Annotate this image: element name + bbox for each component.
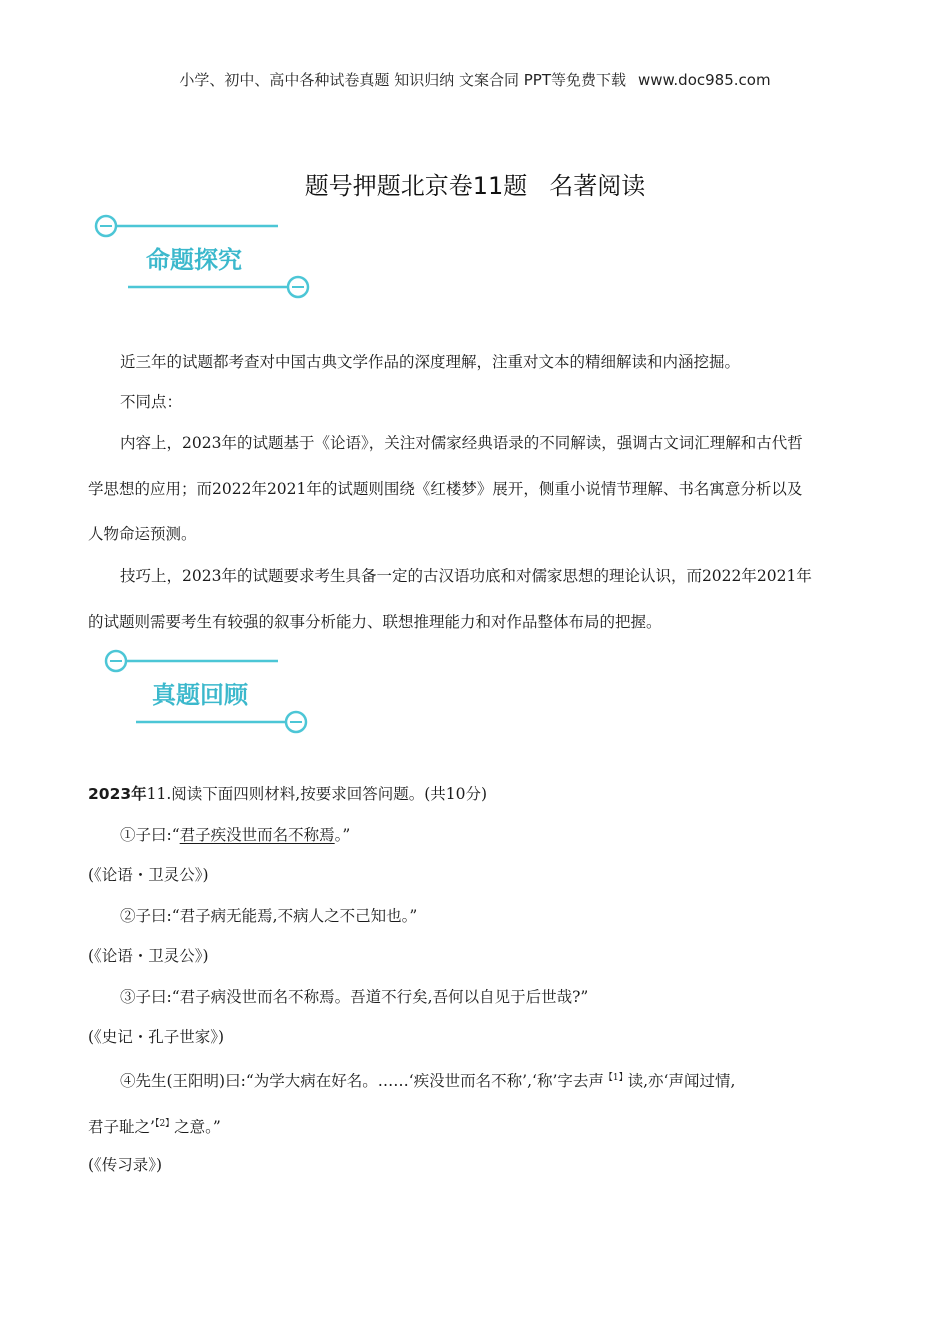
banner-decoration-icon: [92, 212, 322, 302]
material-4: [88, 1067, 873, 1092]
page-title: [0, 166, 950, 201]
note-marker-1: 【1】: [603, 1073, 628, 1083]
banner-decoration-icon: [92, 647, 322, 737]
material-4-part1: ④先生(王阳明)曰:“为学大病在好名。……‘疾没世而名不称’,‘称’字去声: [120, 1072, 604, 1090]
material-4-source: (《传习录》): [88, 1156, 163, 1174]
material-4-line2b: 之意。”: [174, 1118, 221, 1136]
material-4-line2a: 君子耻之’: [88, 1118, 155, 1136]
analysis-content-line: 人物命运预测。: [88, 525, 197, 543]
material-1-underlined: 君子疾没世而名不称焉: [179, 826, 335, 844]
question-year: 2023年: [88, 785, 147, 803]
banner-label: 真题回顾: [152, 681, 248, 709]
header-text: 小学、初中、高中各种试卷真题 知识归纳 文案合同 PPT等免费下载: [179, 71, 626, 89]
material-2-source: (《论语・卫灵公》): [88, 947, 209, 965]
banner-label: 命题探究: [146, 246, 242, 274]
material-4-line2: [88, 1113, 873, 1138]
material-1: [88, 824, 873, 846]
material-1-suffix: 。”: [334, 826, 351, 844]
section-banner-proposition: [92, 212, 322, 302]
note-marker-2: 【2】: [154, 1119, 175, 1129]
material-4-part2: 读,亦‘声闻过情,: [627, 1072, 736, 1090]
analysis-content-line: 学思想的应用；而2022年2021年的试题则围绕《红楼梦》展开，侧重小说情节理解、书名寓意分析以及: [88, 480, 803, 498]
question-stem: [88, 783, 873, 805]
section-banner-review: [92, 647, 322, 737]
header-url[interactable]: www.doc985.com: [637, 71, 771, 89]
material-1-source: (《论语・卫灵公》): [88, 866, 209, 884]
material-3: ③子曰:“君子病没世而名不称焉。吾道不行矣,吾何以自见于后世哉?”: [120, 988, 589, 1006]
title-main: 题号押题北京卷11题: [304, 172, 528, 200]
material-1-prefix: ①子曰:“: [120, 826, 180, 844]
page-header: [0, 69, 950, 90]
analysis-intro: 近三年的试题都考查对中国古典文学作品的深度理解，注重对文本的精细解读和内涵挖掘。: [120, 353, 741, 371]
analysis-diff-label: 不同点：: [120, 393, 183, 411]
analysis-skill-line: 技巧上，2023年的试题要求考生具备一定的古汉语功底和对儒家思想的理论认识，而2022年2021年: [120, 567, 812, 585]
question-stem-text: 11.阅读下面四则材料,按要求回答问题。(共10分): [146, 785, 488, 803]
material-3-source: (《史记・孔子世家》): [88, 1028, 225, 1046]
analysis-content-line: 内容上，2023年的试题基于《论语》，关注对儒家经典语录的不同解读，强调古文词汇理解和古代哲: [120, 434, 803, 452]
analysis-skill-line: 的试题则需要考生有较强的叙事分析能力、联想推理能力和对作品整体布局的把握。: [88, 613, 662, 631]
title-sub: 名著阅读: [549, 172, 646, 200]
material-2: ②子曰:“君子病无能焉,不病人之不己知也。”: [120, 907, 418, 925]
